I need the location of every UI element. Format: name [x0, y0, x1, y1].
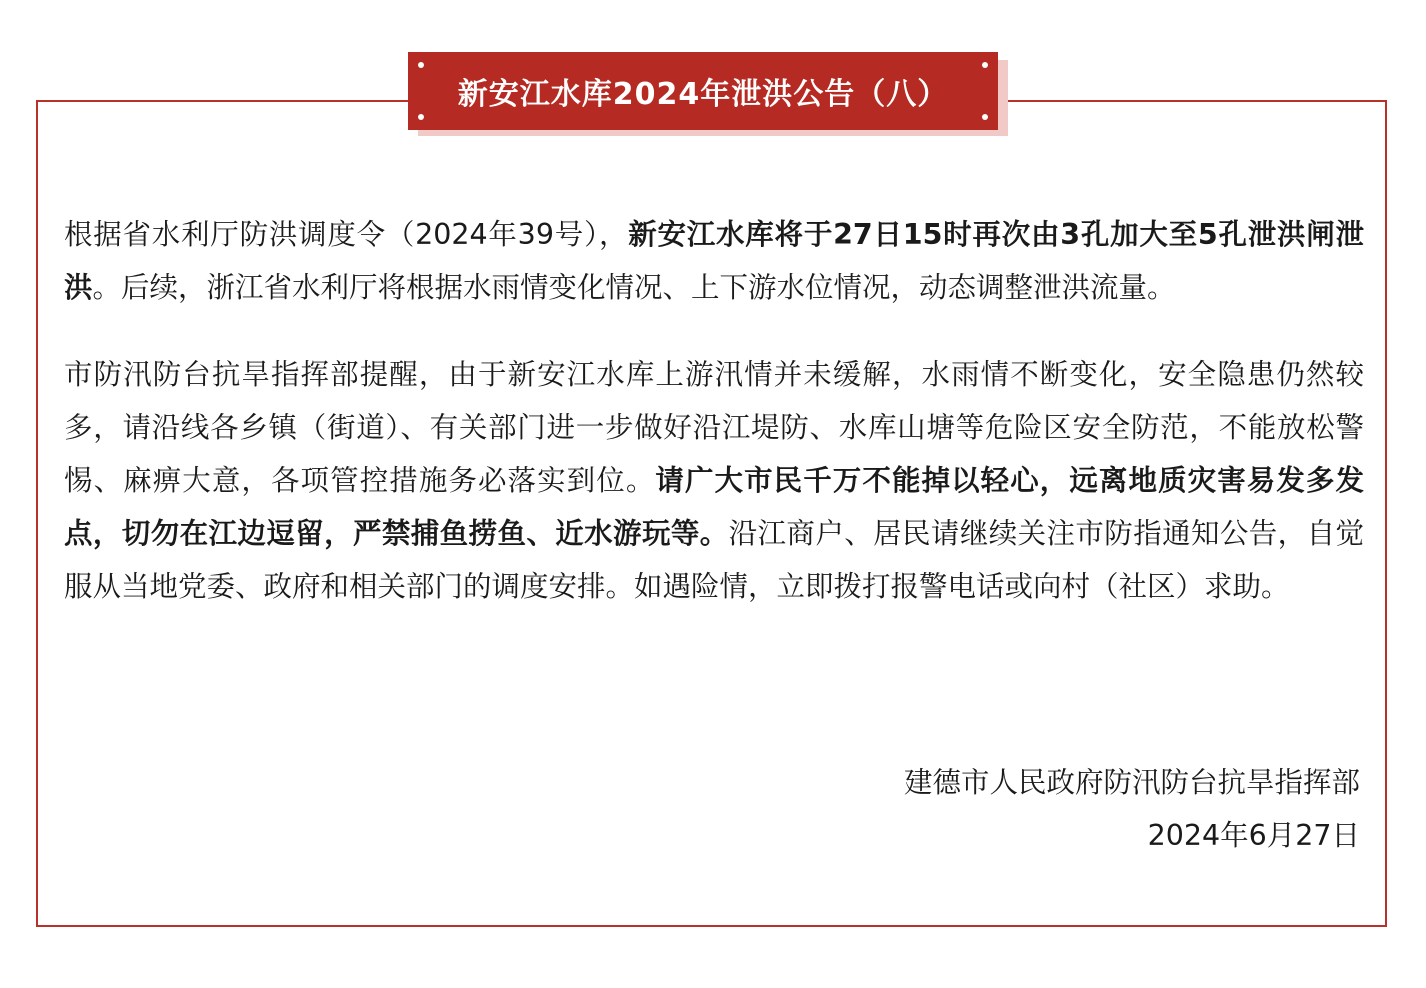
- notice-body: [64, 208, 1364, 613]
- title-banner: [408, 52, 998, 130]
- corner-dot-icon: [418, 114, 424, 120]
- paragraph-1-text: 根据省水利厅防洪调度令（2024年39号），: [64, 218, 629, 251]
- paragraph-1-emphasis: 新安江水库将于27日15时再次由3孔加大至5孔泄洪闸泄洪: [64, 218, 1365, 304]
- paragraph-1: [64, 208, 1364, 314]
- corner-dot-icon: [982, 62, 988, 68]
- corner-dot-icon: [982, 114, 988, 120]
- paragraph-2: [64, 348, 1364, 613]
- paragraph-1-text-end: 。后续，浙江省水利厅将根据水雨情变化情况、上下游水位情况，动态调整泄洪流量。: [92, 271, 1176, 304]
- signature-date: 2024年6月27日: [1147, 819, 1360, 852]
- paragraph-2-emphasis: 请广大市民千万不能掉以轻心，远离地质灾害易发多发点，切勿在江边逗留，严禁捕鱼捞鱼、近水游玩等。: [64, 464, 1364, 550]
- signature-block: [904, 756, 1360, 862]
- signature-organization: 建德市人民政府防汛防台抗旱指挥部: [903, 766, 1360, 799]
- corner-dot-icon: [418, 62, 424, 68]
- paragraph-2-text: 市防汛防台抗旱指挥部提醒，由于新安江水库上游汛情并未缓解，水雨情不断变化，安全隐患仍然较多，请沿线各乡镇（街道）、有关部门进一步做好沿江堤防、水库山塘等危险区安全防范，不能放松警惕、麻痹大意，各项管控措施务必落实到位。: [64, 358, 1364, 497]
- paragraph-2-text-end: 沿江商户、居民请继续关注市防指通知公告，自觉服从当地党委、政府和相关部门的调度安排。如遇险情，立即拨打报警电话或向村（社区）求助。: [64, 517, 1364, 603]
- page-title: 新安江水库2024年泄洪公告（八）: [457, 77, 949, 112]
